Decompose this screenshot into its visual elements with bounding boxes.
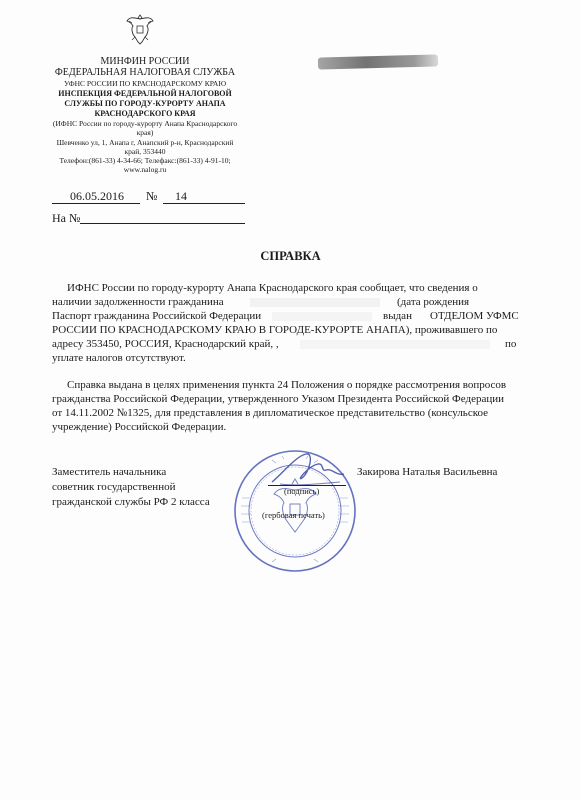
signer-position-line2: советник государственной <box>52 481 176 493</box>
redacted-address <box>300 340 490 349</box>
inspection-name-line3: КРАСНОДАРСКОГО КРАЯ <box>94 109 196 118</box>
address-line1: Шевченко ул, 1, Анапа г, Анапский р-н, Краснодарский <box>56 138 234 147</box>
website: www.nalog.ru <box>123 165 167 174</box>
p2-line4: учреждение) Российской Федерации. <box>52 421 227 433</box>
inspection-name-line1: ИНСПЕКЦИЯ ФЕДЕРАЛЬНОЙ НАЛОГОВОЙ <box>58 89 232 98</box>
p1-line3-start: Паспорт гражданина Российской Федерации <box>52 310 262 322</box>
inspection-name-line2: СЛУЖБЫ ПО ГОРОДУ-КУРОРТУ АНАПА <box>64 99 226 108</box>
seal-caption: (гербовая печать) <box>262 510 325 520</box>
p1-line2-start: наличии задолженности гражданина <box>52 296 224 308</box>
p1-line3-end: ОТДЕЛОМ УФМС <box>430 310 519 322</box>
p1-line4: РОССИИ ПО КРАСНОДАРСКОМУ КРАЮ В ГОРОДЕ-КУРОРТЕ АНАПА), проживавшего по <box>52 324 498 336</box>
doc-number: 14 <box>175 189 187 203</box>
number-sign: № <box>146 189 158 203</box>
ministry-name: МИНФИН РОССИИ <box>100 56 190 67</box>
redaction-mark <box>318 54 438 69</box>
signer-position-line3: гражданской службы РФ 2 класса <box>52 496 210 508</box>
signature-caption: (подпись) <box>284 486 320 496</box>
redacted-passport <box>272 312 372 321</box>
p2-line1: Справка выдана в целях применения пункта 24 Положения о порядке рассмотрения вопросов <box>67 379 507 391</box>
regional-office: УФНС РОССИИ ПО КРАСНОДАРСКОМУ КРАЮ <box>63 79 227 88</box>
p1-line5-end: по <box>505 338 517 350</box>
doc-date: 06.05.2016 <box>70 189 124 203</box>
in-reply-label: На № <box>52 211 81 225</box>
inspection-abbrev-line1: (ИФНС России по городу-курорту Анапа Краснодарского <box>52 119 238 128</box>
document-title: СПРАВКА <box>260 249 321 263</box>
address-line2: край, 353440 <box>124 147 166 156</box>
coat-of-arms-icon <box>125 12 155 46</box>
p2-line2: гражданства Российской Федерации, утвержденного Указом Президента Российской Федерации <box>52 393 505 405</box>
phones: Телефон:(861-33) 4-34-66; Телефакс:(861-33) 4-91-10; <box>59 156 231 165</box>
service-name: ФЕДЕРАЛЬНАЯ НАЛОГОВАЯ СЛУЖБА <box>54 67 236 78</box>
inspection-abbrev-line2: края) <box>136 128 154 137</box>
date-underline <box>52 203 140 204</box>
number-underline <box>163 203 245 204</box>
p1-line2-end: (дата рождения <box>397 296 470 308</box>
p1-line1: ИФНС России по городу-курорту Анапа Краснодарского края сообщает, что сведения о <box>67 282 478 294</box>
redacted-name <box>250 298 380 307</box>
p1-line6: уплате налогов отсутствуют. <box>52 352 186 364</box>
in-reply-underline <box>80 223 245 224</box>
signer-position-line1: Заместитель начальника <box>52 466 167 478</box>
p2-line3: от 14.11.2002 №1325, для представления в дипломатическое представительство (консульское <box>52 407 489 419</box>
signer-name: Закирова Наталья Васильевна <box>357 466 498 478</box>
p1-line5-start: адресу 353450, РОССИЯ, Краснодарский край, , <box>52 338 279 350</box>
p1-line3-mid: выдан <box>383 310 412 322</box>
